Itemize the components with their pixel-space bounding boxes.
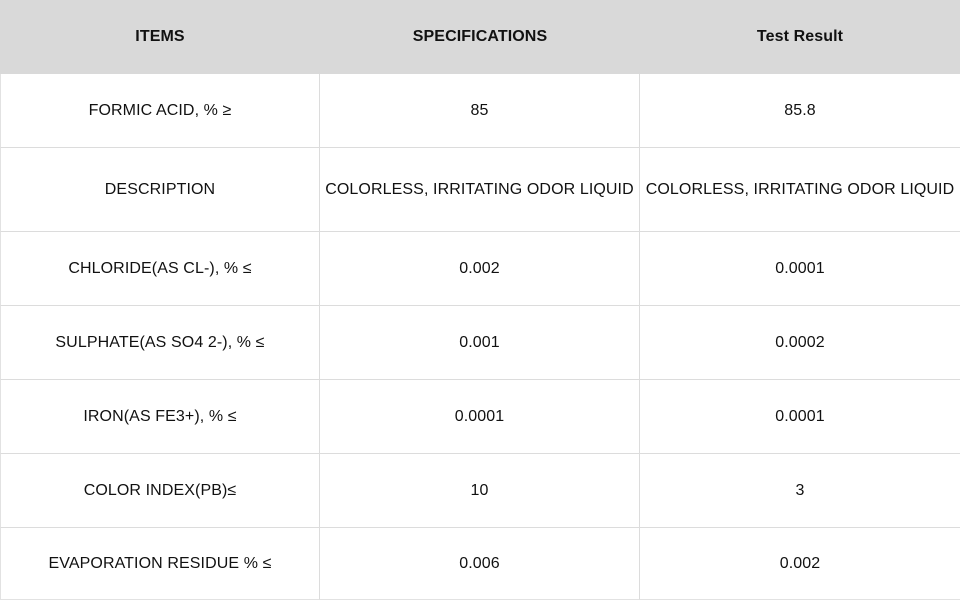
column-header-specifications: SPECIFICATIONS [320, 0, 640, 74]
row-item-chloride: CHLORIDE(AS CL-), % ≤ [0, 232, 320, 306]
row-result-description: COLORLESS, IRRITATING ODOR LIQUID [640, 148, 960, 232]
row-spec-description: COLORLESS, IRRITATING ODOR LIQUID [320, 148, 640, 232]
row-spec-color-index: 10 [320, 454, 640, 528]
row-item-description: DESCRIPTION [0, 148, 320, 232]
row-result-iron: 0.0001 [640, 380, 960, 454]
row-item-formic-acid: FORMIC ACID, % ≥ [0, 74, 320, 148]
row-result-sulphate: 0.0002 [640, 306, 960, 380]
column-header-test-result: Test Result [640, 0, 960, 74]
row-item-iron: IRON(AS FE3+), % ≤ [0, 380, 320, 454]
row-result-color-index: 3 [640, 454, 960, 528]
row-result-formic-acid: 85.8 [640, 74, 960, 148]
row-item-evaporation-residue: EVAPORATION RESIDUE % ≤ [0, 528, 320, 600]
row-item-sulphate: SULPHATE(AS SO4 2-), % ≤ [0, 306, 320, 380]
row-spec-iron: 0.0001 [320, 380, 640, 454]
row-spec-chloride: 0.002 [320, 232, 640, 306]
column-header-items: ITEMS [0, 0, 320, 74]
row-result-chloride: 0.0001 [640, 232, 960, 306]
row-item-color-index: COLOR INDEX(PB)≤ [0, 454, 320, 528]
row-spec-sulphate: 0.001 [320, 306, 640, 380]
row-result-evaporation-residue: 0.002 [640, 528, 960, 600]
row-spec-formic-acid: 85 [320, 74, 640, 148]
row-spec-evaporation-residue: 0.006 [320, 528, 640, 600]
